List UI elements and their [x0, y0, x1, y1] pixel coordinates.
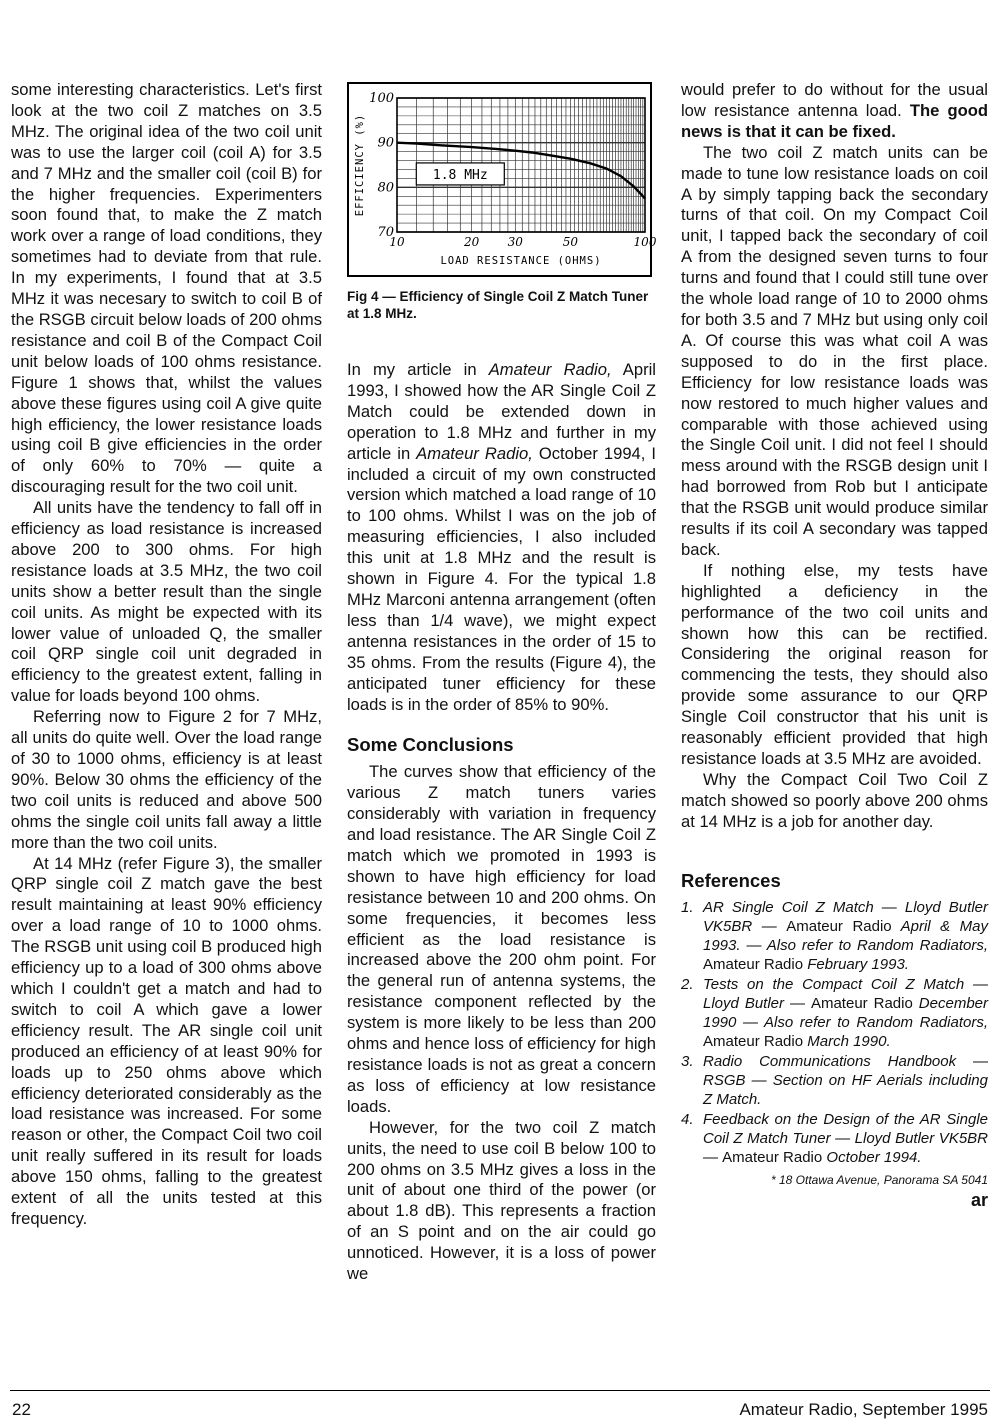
- y-tick-label: 70: [377, 225, 394, 240]
- paragraph: At 14 MHz (refer Figure 3), the smaller QRP single coil Z match gave the best result maintaining at least 90% efficiency over a load range of 10 to 1000 ohms. The RSGB unit using coil B produced high efficiency up to a load of 300 ohms above which I couldn't get a match and had to switch to coil A which gave a lower efficiency result. The AR single coil unit produced an efficiency of at least 90% for loads up to 250 ohms above which efficiency deteriorated considerably as the load resistance was increased. For some reason or other, the Compact Coil two coil unit really suffered in its result for loads above 150 ohms, falling to the greatest extent of all the units tested at this frequency.: [11, 853, 322, 1228]
- end-mark: ar: [970, 1190, 988, 1211]
- paragraph: would prefer to do without for the usual low resistance antenna load. The good news is that it can be fixed.: [681, 80, 988, 141]
- y-tick-label: 90: [377, 135, 394, 151]
- x-tick-label: 100: [633, 235, 657, 249]
- y-axis-label: EFFICIENCY (%): [354, 113, 366, 217]
- x-tick-label: 20: [464, 235, 480, 249]
- y-tick-label: 80: [377, 180, 394, 196]
- paragraph: Why the Compact Coil Two Coil Z match showed so poorly above 200 ohms at 14 MHz is a job for another day.: [681, 769, 988, 831]
- reference-number: 3.: [681, 1052, 694, 1070]
- y-tick-label: 100: [369, 91, 394, 106]
- journal-footer: Amateur Radio, September 1995: [739, 1400, 988, 1419]
- reference-number: 1.: [681, 898, 694, 916]
- paragraph: Referring now to Figure 2 for 7 MHz, all units do quite well. Over the load range of 30 to 1000 ohms, efficiency is at least 90%. Below 30 ohms the efficiency of the two coil units is reduced and above 500 ohms the single coil units fall away a little more than the two coil units.: [11, 707, 322, 852]
- author-address: * 18 Ottawa Avenue, Panorama SA 5041: [770, 1172, 988, 1187]
- paragraph: If nothing else, my tests have highlighted a deficiency in the performance of the two coil units and shown how this can be rectified. Considering the original reason for commencing the tests, they should also provide some assurance to our QRP Single Coil constructor that his unit is reasonably efficient provided that high resistance loads at 3.5 MHz are avoided.: [681, 560, 988, 768]
- reference-item: 3. Radio Communications Handbook — RSGB — Section on HF Aerials including Z Match.: [681, 1052, 988, 1108]
- section-heading: Some Conclusions: [347, 734, 514, 756]
- reference-number: 2.: [681, 975, 694, 993]
- journal-title: Amateur Radio,: [488, 360, 612, 379]
- footer-rule: [10, 1390, 990, 1391]
- references-heading: References: [681, 869, 781, 891]
- figure-4: [347, 82, 657, 277]
- paragraph: However, for the two coil Z match units, the need to use coil B below 100 to 200 ohms on 3.5 MHz gives a loss in the unit of about one third of the power (or about 1.8 dB). This represents a fraction of an S point and on the air could go unnoticed. However, it is a loss of power we: [347, 1117, 656, 1284]
- paragraph: The two coil Z match units can be made to tune low resistance loads on coil A by simply tapping back the secondary turns of that coil. On my Compact Coil unit, I tapped back the secondary of coil A from the designed seven turns to four turns and found that I could still tune over the whole load range of 10 to 2000 ohms for both 3.5 and 7 MHz but using only coil A. Of course this was what coil A was supposed to do in the first place. Efficiency for low resistance loads was now restored to much higher values and comparable with those achieved using the Single Coil unit. I did not feel I should mess around with the RSGB design unit I had borrowed from Rob but I anticipate that the RSGB unit would produce similar results if its coil A secondary was tapped back.: [681, 142, 988, 559]
- column-2: [347, 360, 656, 1285]
- paragraph: The curves show that efficiency of the various Z match tuners varies considerably with variation in frequency and load resistance. The AR Single Coil Z match which we promoted in 1993 is shown to have high efficiency for load resistance between 10 and 200 ohms. On some frequencies, it becomes less efficient as the load resistance is increased above the 200 ohm point. For the general run of antenna systems, the resistance component reflected by the system is more likely to be less than 200 ohms and hence loss of efficiency for high resistance loads is not as great a concern as loss of efficiency at low resistance loads.: [347, 762, 656, 1116]
- x-tick-label: 30: [507, 235, 523, 249]
- reference-number: 4.: [681, 1110, 694, 1128]
- column-3: [681, 80, 988, 1211]
- reference-item: 1. AR Single Coil Z Match — Lloyd Butler VK5BR — Amateur Radio April & May 1993. — Also refer to Random Radiators, Amateur Radio February 1993.: [681, 898, 988, 973]
- efficiency-chart: [349, 84, 657, 275]
- good-news: The good news is that it can be fixed.: [681, 100, 988, 141]
- paragraph: All units have the tendency to fall off in efficiency as load resistance is increased above 200 to 300 ohms. For high resistance loads at 3.5 MHz, the two coil units show a better result than the single coil units. As might be expected with its lower value of unloaded Q, the smaller coil QRP single coil unit degraded in efficiency to the greatest extent, falling in value for loads beyond 100 ohms.: [11, 498, 322, 706]
- paragraph: some interesting characteristics. Let's first look at the two coil Z matches on 3.5 MHz. The original idea of the two coil unit was to use the larger coil (coil A) for 3.5 and 7 MHz and the smaller coil (coil B) for the higher frequencies. Experimenters soon found that, to make the Z match work over a range of load conditions, they sometimes had to deviate from that rule. In my experiments, I found that at 3.5 MHz it was necesary to switch to coil B of the RSGB circuit below loads of 200 ohms resistance and coil B of the Compact Coil unit below loads of 100 ohms resistance. Figure 1 shows that, whilst the values above these figures using coil A give quite high efficiency, the lower resistance loads using coil B give efficiencies in the order of only 60% to 70% — quite a discouraging result for the two coil unit.: [11, 80, 322, 497]
- journal-title: Amateur Radio,: [416, 443, 533, 463]
- reference-item: 2. Tests on the Compact Coil Z Match — Lloyd Butler — Amateur Radio December 1990 — Also refer to Random Radiators, Amateur Radio March 1990.: [681, 975, 988, 1050]
- x-tick-label: 10: [389, 235, 405, 249]
- references-list: [681, 898, 988, 1167]
- reference-item: 4. Feedback on the Design of the AR Single Coil Z Match Tuner — Lloyd Butler VK5BR — Amateur Radio October 1994.: [681, 1110, 988, 1166]
- paragraph: In my article in Amateur Radio, April 1993, I showed how the AR Single Coil Z Match could be extended down in operation to 1.8 MHz and further in my article in Amateur Radio, October 1994, I included a circuit of my own constructed version which matched a load range of 10 to 100 ohms. Whilst I was on the job of measuring efficiencies, I also included this unit at 1.8 MHz and the result is shown in Figure 4. For the typical 1.8 MHz Marconi antenna arrangement (often less than 1/4 wave), we might expect antenna resistances in the order of 15 to 35 ohms. From the results (Figure 4), the anticipated tuner efficiency for these loads is in the order of 85% to 90%.: [347, 360, 656, 714]
- x-tick-label: 50: [562, 235, 578, 249]
- annotation-label: 1.8 MHz: [432, 167, 488, 183]
- x-axis-label: LOAD RESISTANCE (OHMS): [440, 255, 602, 267]
- page-number: 22: [12, 1400, 31, 1419]
- column-1: [11, 80, 322, 1230]
- figure-caption: Fig 4 — Efficiency of Single Coil Z Match Tuner at 1.8 MHz.: [347, 289, 649, 321]
